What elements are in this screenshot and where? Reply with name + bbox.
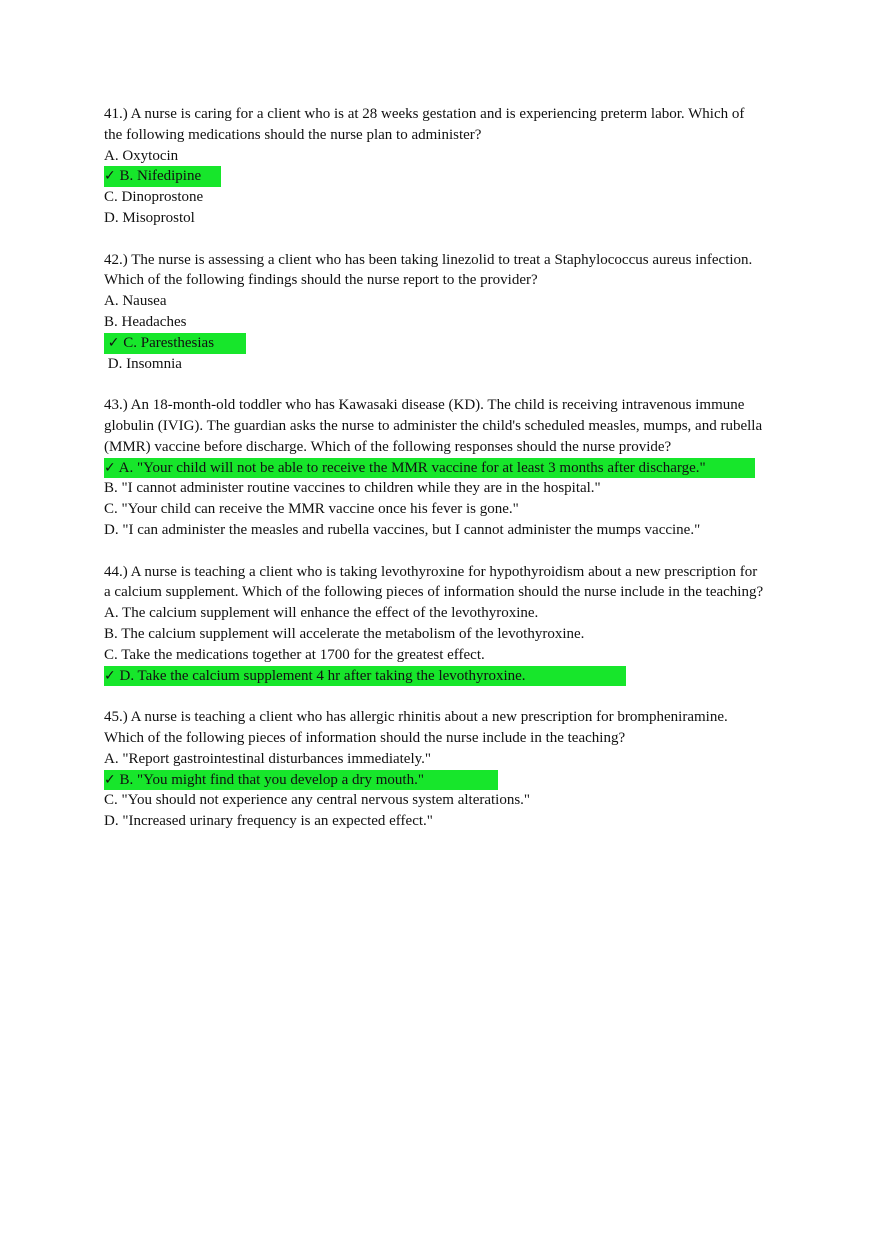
answer-highlight xyxy=(104,770,498,791)
answer-highlight xyxy=(104,333,246,354)
correct-option xyxy=(104,666,764,687)
question-41 xyxy=(104,104,764,229)
checkmark-icon: ✓ xyxy=(104,771,116,788)
correct-option xyxy=(104,770,764,791)
answer-highlight xyxy=(104,166,221,187)
option-c: C. "Your child can receive the MMR vaccine once his fever is gone." xyxy=(104,501,519,518)
option-b: B. "I cannot administer routine vaccines to children while they are in the hospital." xyxy=(104,480,601,497)
option-b: B. "You might find that you develop a dry mouth." xyxy=(119,771,424,788)
answer-highlight xyxy=(104,458,755,479)
option-a: A. Oxytocin xyxy=(104,147,179,164)
option-d xyxy=(104,354,764,375)
option-b: B. The calcium supplement will accelerate the metabolism of the levothyroxine. xyxy=(104,625,585,642)
option-b: B. Nifedipine xyxy=(119,168,202,185)
question-45 xyxy=(104,707,764,832)
option-d: D. Take the calcium supplement 4 hr after taking the levothyroxine. xyxy=(119,667,526,684)
option-a: A. The calcium supplement will enhance the effect of the levothyroxine. xyxy=(104,605,539,622)
checkmark-icon: ✓ xyxy=(107,334,120,351)
option-c: C. Paresthesias xyxy=(123,334,215,351)
question-stem: 41.) A nurse is caring for a client who is at 28 weeks gestation and is experiencing preterm labor. Which of the following medications should the nurse plan to administer? xyxy=(104,106,745,143)
checkmark-icon: ✓ xyxy=(104,459,116,476)
correct-option xyxy=(104,458,764,479)
correct-option xyxy=(104,333,764,354)
option-b: B. Headaches xyxy=(104,313,187,330)
option-d: D. Misoprostol xyxy=(104,209,195,226)
question-stem: 43.) An 18-month-old toddler who has Kawasaki disease (KD). The child is receiving intravenous immune globulin (IVIG). The guardian asks the nurse to administer the child's scheduled measles, mumps, and rubella (MMR) vaccine before discharge. Which of the following responses should the nurse provide? xyxy=(104,397,763,455)
question-44 xyxy=(104,562,764,687)
question-stem: 42.) The nurse is assessing a client who has been taking linezolid to treat a Staphylococcus aureus infection. Which of the following findings should the nurse report to the provider? xyxy=(104,251,753,289)
option-c: C. Dinoprostone xyxy=(104,189,204,206)
option-a: A. Nausea xyxy=(104,293,167,310)
option-d: D. "Increased urinary frequency is an expected effect." xyxy=(104,813,433,830)
question-42 xyxy=(104,250,764,375)
checkmark-icon: ✓ xyxy=(104,667,116,684)
option-c: C. "You should not experience any central nervous system alterations." xyxy=(104,792,531,809)
question-list xyxy=(104,104,764,853)
answer-highlight xyxy=(104,666,626,687)
checkmark-icon: ✓ xyxy=(104,168,116,185)
option-d-label: D. Insomnia xyxy=(107,355,182,372)
option-c: C. Take the medications together at 1700 for the greatest effect. xyxy=(104,646,485,663)
question-43 xyxy=(104,395,764,541)
option-a: A. "Your child will not be able to receive the MMR vaccine for at least 3 months after discharge." xyxy=(118,459,706,476)
option-a: A. "Report gastrointestinal disturbances immediately." xyxy=(104,750,432,767)
option-d: D. "I can administer the measles and rubella vaccines, but I cannot administer the mumps vaccine." xyxy=(104,521,701,538)
question-stem: 44.) A nurse is teaching a client who is taking levothyroxine for hypothyroidism about a new prescription for a calcium supplement. Which of the following pieces of information should the nurse include in the teaching? xyxy=(104,563,764,601)
correct-option xyxy=(104,166,764,187)
question-stem: 45.) A nurse is teaching a client who has allergic rhinitis about a new prescription for brompheniramine. Which of the following pieces of information should the nurse include in the teaching? xyxy=(104,709,728,746)
